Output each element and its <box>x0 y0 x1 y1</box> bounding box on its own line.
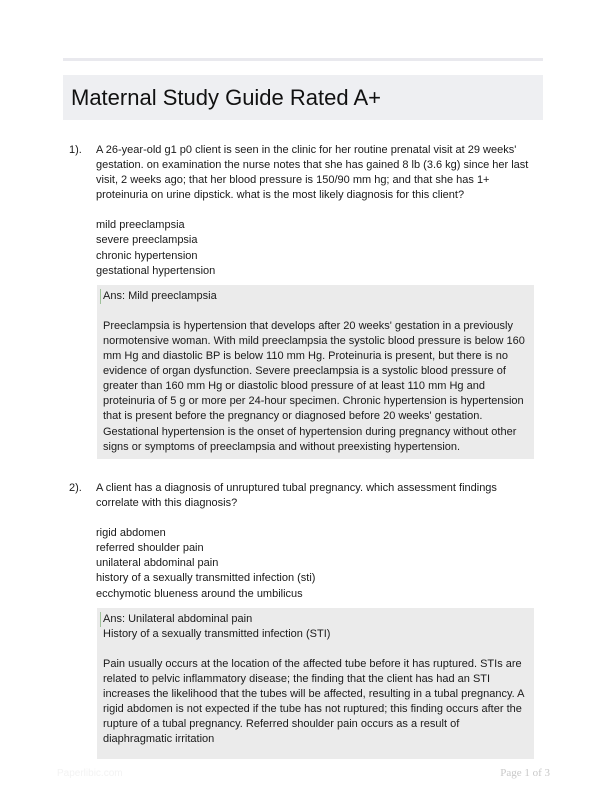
footer-site-watermark: Paperlibic.com <box>57 768 123 779</box>
option-item: history of a sexually transmitted infection (sti) <box>96 572 316 585</box>
option-item: rigid abdomen <box>96 527 166 540</box>
answer-explanation: Pain usually occurs at the location of the affected tube before it has ruptured. STIs are related to pelvic inflammatory disease; the finding that the client has had an STI increases the likelihood that the tubes will be affected, resulting in a tubal pregnancy. A rigid abdomen is not expected if the tube has not ruptured; this finding occurs after the rupture of a tubal pregnancy. Referred shoulder pain occurs as a result of diaphragmatic irritation <box>103 657 524 746</box>
question-number: 1). <box>69 144 82 156</box>
answer-box <box>97 285 534 459</box>
answer-label: Ans: Mild preeclampsia <box>100 289 530 304</box>
question-2 <box>63 481 543 759</box>
answer-label-secondary: History of a sexually transmitted infection (STI) <box>103 627 331 640</box>
answer-box <box>97 608 534 760</box>
question-1 <box>63 143 543 459</box>
options-list <box>96 526 543 601</box>
question-text: A 26-year-old g1 p0 client is seen in the clinic for her routine prenatal visit at 29 weeks' gestation. on examination the nurse notes that she has gained 8 lb (3.6 kg) since her last visit, 2 weeks ago; that her blood pressure is 150/90 mm hg; and that she has 1+ proteinuria on urine dipstick. what is the most likely diagnosis for this client? <box>96 144 529 202</box>
document-title: Maternal Study Guide Rated A+ <box>71 85 382 110</box>
options-list <box>96 218 543 278</box>
option-item: ecchymotic blueness around the umbilicus <box>96 587 303 600</box>
question-text: A client has a diagnosis of unruptured tubal pregnancy. which assessment findings correlate with this diagnosis? <box>96 482 497 510</box>
option-item: unilateral abdominal pain <box>96 557 219 570</box>
option-item: mild preeclampsia <box>96 219 185 232</box>
page-number: Page 1 of 3 <box>500 767 550 779</box>
title-banner <box>63 75 543 120</box>
option-item: chronic hypertension <box>96 249 198 262</box>
answer-explanation: Preeclampsia is hypertension that develops after 20 weeks' gestation in a previously normotensive woman. With mild preeclampsia the systolic blood pressure is below 160 mm Hg and diastolic BP is below 110 mm Hg. Proteinuria is present, but there is no evidence of organ dysfunction. Severe preeclampsia is a systolic blood pressure of greater than 160 mm Hg or diastolic blood pressure of at least 110 mm Hg and proteinuria of 5 g or more per 24-hour specimen. Chronic hypertension is hypertension that is present before the pregnancy or diagnosed before 20 weeks' gestation. Gestational hypertension is the onset of hypertension during pregnancy without other signs or symptoms of preeclampsia and without preexisting hypertension. <box>103 319 525 453</box>
option-item: severe preeclampsia <box>96 234 198 247</box>
option-item: referred shoulder pain <box>96 542 204 555</box>
question-number: 2). <box>69 482 82 494</box>
answer-label: Ans: Unilateral abdominal pain <box>100 612 530 627</box>
option-item: gestational hypertension <box>96 264 216 277</box>
top-divider <box>63 58 543 61</box>
